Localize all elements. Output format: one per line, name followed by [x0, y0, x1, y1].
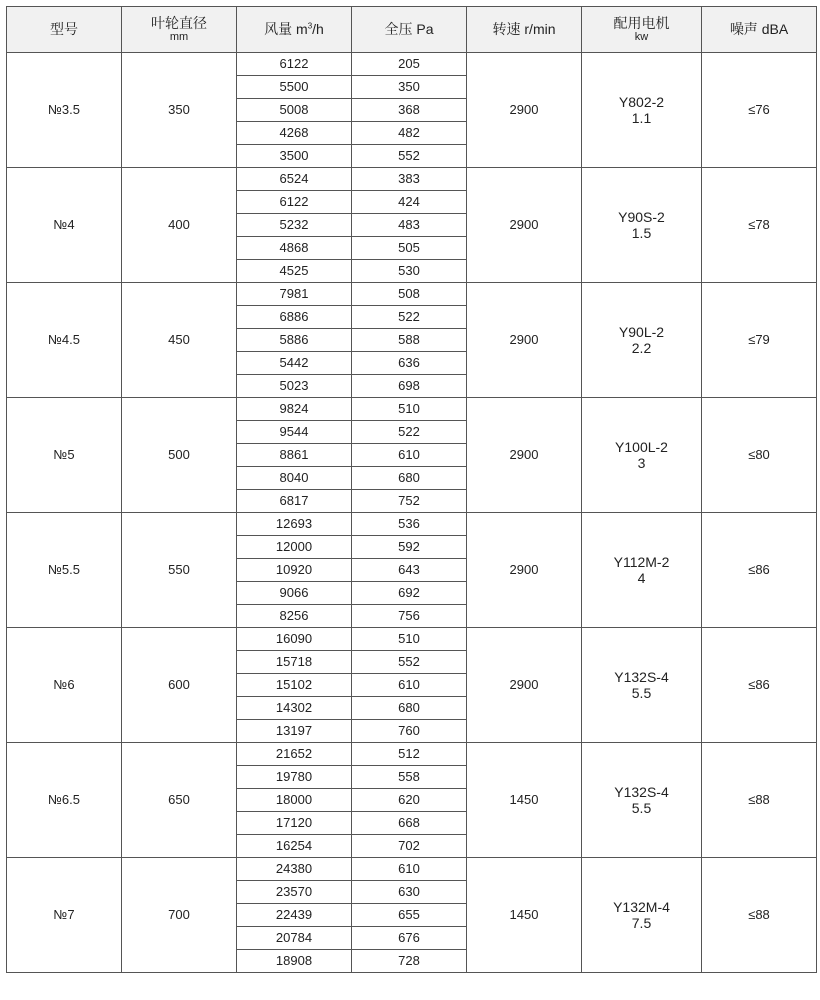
motor-type: Y802-2 [618, 94, 665, 110]
pressure-cell: 536 [352, 513, 467, 536]
motor-type: Y112M-2 [613, 554, 670, 570]
header-speed: 转速 r/min [467, 7, 582, 53]
flow-cell: 16254 [237, 835, 352, 858]
pressure-cell: 510 [352, 628, 467, 651]
flow-cell: 6122 [237, 191, 352, 214]
flow-cell: 23570 [237, 881, 352, 904]
header-flow-sup: 3 [307, 21, 313, 31]
header-motor [582, 7, 702, 53]
pressure-cell: 680 [352, 697, 467, 720]
motor-cell [582, 53, 702, 168]
model-cell: №3.5 [7, 53, 122, 168]
speed-cell: 2900 [467, 53, 582, 168]
model-cell: №5 [7, 398, 122, 513]
flow-cell: 5886 [237, 329, 352, 352]
pressure-cell: 522 [352, 421, 467, 444]
flow-cell: 18000 [237, 789, 352, 812]
pressure-cell: 610 [352, 444, 467, 467]
pressure-cell: 205 [352, 53, 467, 76]
flow-cell: 6122 [237, 53, 352, 76]
flow-cell: 21652 [237, 743, 352, 766]
table-row [7, 168, 817, 191]
flow-cell: 8040 [237, 467, 352, 490]
model-cell: №4 [7, 168, 122, 283]
table-row [7, 513, 817, 536]
noise-cell: ≤86 [702, 628, 817, 743]
motor-cell [582, 743, 702, 858]
diameter-cell: 600 [122, 628, 237, 743]
flow-cell: 18908 [237, 950, 352, 973]
flow-cell: 9544 [237, 421, 352, 444]
speed-cell: 2900 [467, 628, 582, 743]
header-diameter [122, 7, 237, 53]
pressure-cell: 512 [352, 743, 467, 766]
flow-cell: 15718 [237, 651, 352, 674]
pressure-cell: 383 [352, 168, 467, 191]
pressure-cell: 760 [352, 720, 467, 743]
pressure-cell: 692 [352, 582, 467, 605]
flow-cell: 24380 [237, 858, 352, 881]
pressure-cell: 350 [352, 76, 467, 99]
pressure-cell: 588 [352, 329, 467, 352]
pressure-cell: 508 [352, 283, 467, 306]
noise-cell: ≤80 [702, 398, 817, 513]
motor-kw: 5.5 [631, 685, 652, 701]
flow-cell: 15102 [237, 674, 352, 697]
pressure-cell: 698 [352, 375, 467, 398]
pressure-cell: 752 [352, 490, 467, 513]
flow-cell: 4268 [237, 122, 352, 145]
pressure-cell: 610 [352, 674, 467, 697]
header-noise: 噪声 dBA [702, 7, 817, 53]
flow-cell: 6817 [237, 490, 352, 513]
flow-cell: 13197 [237, 720, 352, 743]
pressure-cell: 636 [352, 352, 467, 375]
pressure-cell: 676 [352, 927, 467, 950]
table-row [7, 283, 817, 306]
pressure-cell: 728 [352, 950, 467, 973]
header-diameter-unit: mm [169, 31, 189, 43]
flow-cell: 4868 [237, 237, 352, 260]
header-row [7, 7, 817, 53]
flow-cell: 19780 [237, 766, 352, 789]
pressure-cell: 530 [352, 260, 467, 283]
flow-cell: 16090 [237, 628, 352, 651]
speed-cell: 2900 [467, 398, 582, 513]
motor-type: Y132S-4 [614, 669, 669, 685]
flow-cell: 9066 [237, 582, 352, 605]
diameter-cell: 650 [122, 743, 237, 858]
table-row [7, 858, 817, 881]
motor-kw: 1.1 [631, 110, 652, 126]
pressure-cell: 510 [352, 398, 467, 421]
flow-cell: 5442 [237, 352, 352, 375]
noise-cell: ≤76 [702, 53, 817, 168]
flow-cell: 8861 [237, 444, 352, 467]
flow-cell: 12000 [237, 536, 352, 559]
motor-cell [582, 858, 702, 973]
pressure-cell: 610 [352, 858, 467, 881]
pressure-cell: 668 [352, 812, 467, 835]
pressure-cell: 680 [352, 467, 467, 490]
pressure-cell: 482 [352, 122, 467, 145]
motor-kw: 1.5 [631, 225, 652, 241]
motor-type: Y90S-2 [618, 209, 665, 225]
speed-cell: 2900 [467, 168, 582, 283]
flow-cell: 10920 [237, 559, 352, 582]
model-cell: №6 [7, 628, 122, 743]
motor-cell [582, 628, 702, 743]
diameter-cell: 700 [122, 858, 237, 973]
pressure-cell: 592 [352, 536, 467, 559]
flow-cell: 6524 [237, 168, 352, 191]
model-cell: №7 [7, 858, 122, 973]
flow-cell: 7981 [237, 283, 352, 306]
motor-kw: 5.5 [631, 800, 652, 816]
noise-cell: ≤88 [702, 858, 817, 973]
speed-cell: 1450 [467, 743, 582, 858]
motor-kw: 4 [637, 570, 646, 586]
header-motor-label: 配用电机 [613, 15, 670, 31]
pressure-cell: 630 [352, 881, 467, 904]
pressure-cell: 620 [352, 789, 467, 812]
flow-cell: 12693 [237, 513, 352, 536]
model-cell: №4.5 [7, 283, 122, 398]
pressure-cell: 424 [352, 191, 467, 214]
pressure-cell: 756 [352, 605, 467, 628]
fan-spec-table [6, 6, 817, 973]
pressure-cell: 483 [352, 214, 467, 237]
motor-cell [582, 283, 702, 398]
flow-cell: 8256 [237, 605, 352, 628]
header-diameter-label: 叶轮直径 [151, 15, 207, 31]
pressure-cell: 655 [352, 904, 467, 927]
header-flow-tail: /h [312, 21, 324, 37]
pressure-cell: 558 [352, 766, 467, 789]
motor-type: Y132S-4 [614, 784, 669, 800]
motor-cell [582, 513, 702, 628]
pressure-cell: 643 [352, 559, 467, 582]
speed-cell: 1450 [467, 858, 582, 973]
motor-type: Y100L-2 [615, 439, 668, 455]
flow-cell: 5023 [237, 375, 352, 398]
flow-cell: 4525 [237, 260, 352, 283]
flow-cell: 20784 [237, 927, 352, 950]
table-row [7, 628, 817, 651]
pressure-cell: 368 [352, 99, 467, 122]
pressure-cell: 552 [352, 145, 467, 168]
speed-cell: 2900 [467, 283, 582, 398]
noise-cell: ≤79 [702, 283, 817, 398]
motor-type: Y90L-2 [618, 324, 665, 340]
pressure-cell: 522 [352, 306, 467, 329]
header-model: 型号 [7, 7, 122, 53]
pressure-cell: 505 [352, 237, 467, 260]
motor-kw: 3 [637, 455, 646, 471]
diameter-cell: 550 [122, 513, 237, 628]
table-row [7, 398, 817, 421]
noise-cell: ≤88 [702, 743, 817, 858]
flow-cell: 5500 [237, 76, 352, 99]
flow-cell: 14302 [237, 697, 352, 720]
motor-kw: 2.2 [631, 340, 652, 356]
noise-cell: ≤86 [702, 513, 817, 628]
header-flow [237, 7, 352, 53]
diameter-cell: 400 [122, 168, 237, 283]
pressure-cell: 552 [352, 651, 467, 674]
motor-type: Y132M-4 [613, 899, 670, 915]
flow-cell: 9824 [237, 398, 352, 421]
flow-cell: 17120 [237, 812, 352, 835]
flow-cell: 5008 [237, 99, 352, 122]
table-row [7, 53, 817, 76]
diameter-cell: 350 [122, 53, 237, 168]
flow-cell: 6886 [237, 306, 352, 329]
flow-cell: 22439 [237, 904, 352, 927]
flow-cell: 5232 [237, 214, 352, 237]
model-cell: №5.5 [7, 513, 122, 628]
motor-cell [582, 168, 702, 283]
motor-cell [582, 398, 702, 513]
motor-kw: 7.5 [631, 915, 652, 931]
flow-cell: 3500 [237, 145, 352, 168]
speed-cell: 2900 [467, 513, 582, 628]
table-row [7, 743, 817, 766]
diameter-cell: 450 [122, 283, 237, 398]
noise-cell: ≤78 [702, 168, 817, 283]
model-cell: №6.5 [7, 743, 122, 858]
header-pressure: 全压 Pa [352, 7, 467, 53]
diameter-cell: 500 [122, 398, 237, 513]
header-motor-unit: kw [634, 31, 649, 43]
header-flow-label: 风量 m [264, 21, 308, 37]
pressure-cell: 702 [352, 835, 467, 858]
